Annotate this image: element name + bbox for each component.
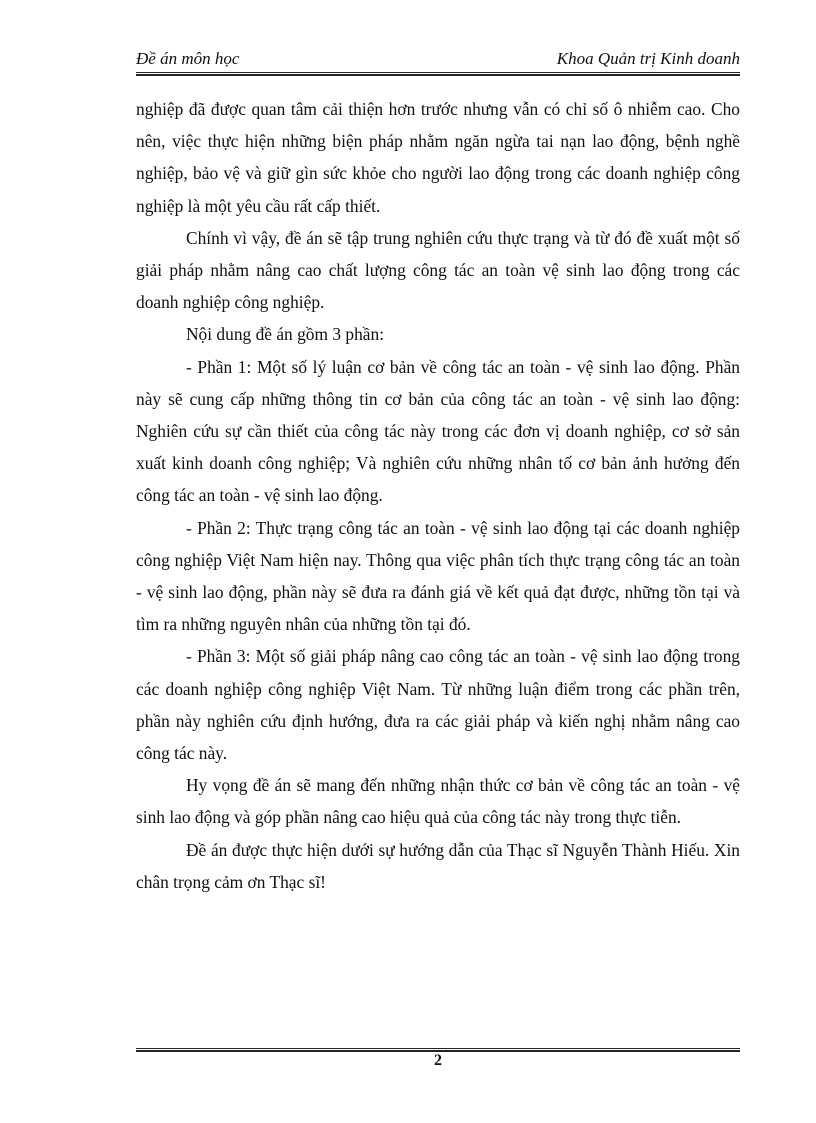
paragraph: Nội dung đề án gồm 3 phần: [186, 324, 385, 345]
header-course-label: Đề án môn học [136, 49, 240, 68]
paragraph: - Phần 3: Một số giải pháp nâng cao công tác an toàn - vệ sinh lao động trong các doanh nghiệp công nghiệp Việt Nam. Từ những luận điểm trong các phần trên, phần này nghiên cứu định hướng, đưa ra các giải pháp và kiến nghị nhằm nâng cao công tác này. [136, 646, 740, 764]
paragraph: - Phần 2: Thực trạng công tác an toàn - vệ sinh lao động tại các doanh nghiệp công nghiệp Việt Nam hiện nay. Thông qua việc phân tích thực trạng công tác an toàn - vệ sinh lao động, phần này sẽ đưa ra đánh giá về kết quả đạt được, những tồn tại và tìm ra những nguyên nhân của những tồn tại đó. [136, 517, 740, 635]
paragraph: Đề án được thực hiện dưới sự hướng dẫn của Thạc sĩ Nguyễn Thành Hiếu. Xin chân trọng cảm ơn Thạc sĩ! [136, 839, 740, 892]
paragraph: - Phần 1: Một số lý luận cơ bản về công tác an toàn - vệ sinh lao động. Phần này sẽ cung cấp những thông tin cơ bản của công tác an toàn - vệ sinh lao động: Nghiên cứu sự cần thiết của công tác này trong các đơn vị doanh nghiệp, cơ sở sản xuất kinh doanh công nghiệp; Và nghiên cứu những nhân tố cơ bản ảnh hưởng đến công tác an toàn - vệ sinh lao động. [136, 356, 740, 506]
body-text [136, 93, 740, 898]
paragraph-continued: nghiệp đã được quan tâm cải thiện hơn trước nhưng vẫn có chỉ số ô nhiễm cao. Cho nên, việc thực hiện những biện pháp nhằm ngăn ngừa tai nạn lao động, bệnh nghề nghiệp, bảo vệ và giữ gìn sức khỏe cho người lao động trong các doanh nghiệp công nghiệp là một yêu cầu rất cấp thiết. [136, 99, 740, 216]
page-header [136, 48, 740, 72]
paragraph: Hy vọng đề án sẽ mang đến những nhận thức cơ bản về công tác an toàn - vệ sinh lao động và góp phần nâng cao hiệu quả của công tác này trong thực tiễn. [136, 775, 740, 828]
header-divider [136, 72, 740, 76]
header-faculty-label: Khoa Quản trị Kinh doanh [556, 49, 740, 68]
page-number: 2 [434, 1052, 442, 1069]
paragraph: Chính vì vậy, đề án sẽ tập trung nghiên cứu thực trạng và từ đó đề xuất một số giải pháp nhằm nâng cao chất lượng công tác an toàn vệ sinh lao động trong các doanh nghiệp công nghiệp. [136, 227, 740, 313]
